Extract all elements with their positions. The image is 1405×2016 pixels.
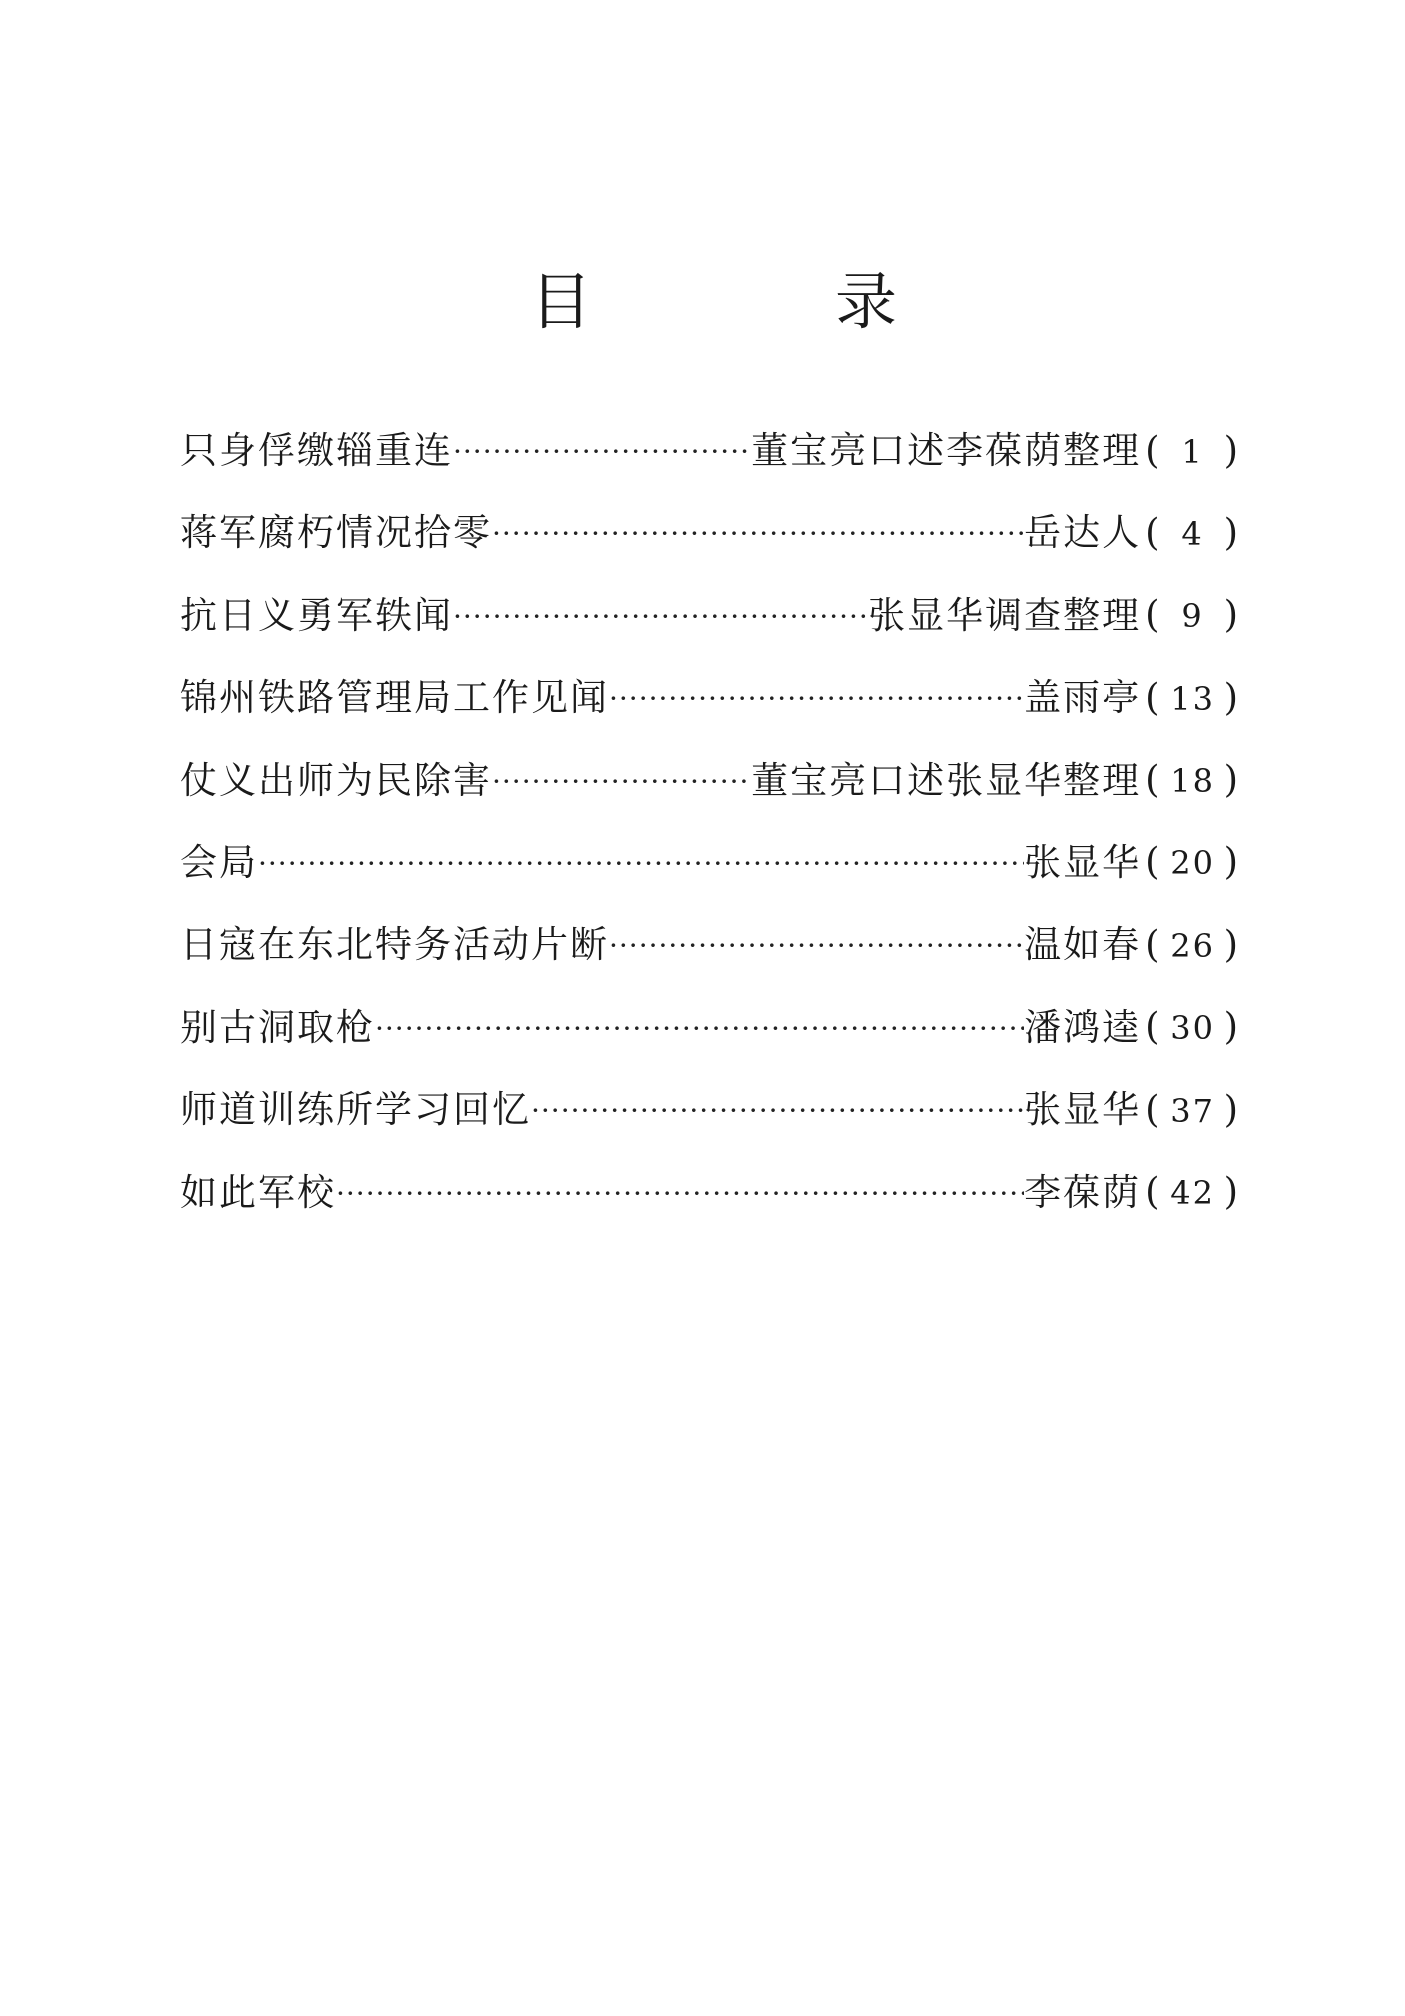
toc-entry[interactable] (180, 752, 1240, 810)
toc-entry-page: ( 42 ) (1145, 1163, 1240, 1222)
toc-leader-dots (609, 669, 1024, 727)
toc-entry-page: ( 18 ) (1145, 751, 1240, 810)
toc-entry-author: 张显华 (1024, 1088, 1142, 1132)
toc-entry-author: 潘鸿逵 (1024, 1005, 1142, 1049)
toc-page-number: 1 (1181, 432, 1204, 471)
toc-entry-page: ( 20 ) (1145, 833, 1240, 892)
toc-leader-dots (336, 1164, 1024, 1222)
toc-page-number: 13 (1170, 679, 1215, 718)
toc-entry-title: 抗日义勇军轶闻 (180, 593, 453, 637)
toc-entry[interactable] (180, 1081, 1240, 1139)
toc-entry-author: 温如春 (1024, 923, 1142, 967)
toc-leader-dots (609, 916, 1024, 974)
toc-entry-author: 盖雨亭 (1024, 676, 1142, 720)
toc-entry-page: ( 9 ) (1145, 586, 1240, 645)
toc-page-number: 26 (1170, 926, 1215, 965)
toc-entry-page: ( 26 ) (1145, 916, 1240, 975)
toc-entry-title: 锦州铁路管理局工作见闻 (180, 676, 609, 720)
toc-entry-author: 董宝亮口述李葆荫整理 (751, 429, 1142, 472)
toc-leader-dots (453, 587, 868, 645)
toc-leader-dots (531, 1081, 1024, 1139)
toc-leader-dots (492, 504, 1024, 562)
toc-entry-page: ( 13 ) (1145, 669, 1240, 728)
toc-entry[interactable] (180, 587, 1240, 645)
toc-page-number: 18 (1170, 762, 1215, 801)
toc-entry-title: 会局 (180, 840, 258, 884)
table-of-contents (180, 422, 1240, 1246)
toc-entry-title: 别古洞取枪 (180, 1005, 375, 1049)
title-char-1: 目 (530, 265, 593, 338)
toc-entry-title: 师道训练所学习回忆 (180, 1088, 531, 1132)
page-title (0, 262, 1405, 342)
toc-page-number: 4 (1181, 514, 1204, 553)
toc-entry-title: 只身俘缴辎重连 (180, 429, 453, 472)
toc-entry[interactable] (180, 999, 1240, 1057)
toc-entry[interactable] (180, 1164, 1240, 1222)
toc-entry-author: 岳达人 (1024, 511, 1142, 555)
toc-leader-dots (453, 422, 751, 480)
toc-page-number: 30 (1170, 1009, 1215, 1048)
toc-entry[interactable] (180, 669, 1240, 727)
toc-entry-title: 如此军校 (180, 1170, 336, 1214)
toc-entry-author: 张显华调查整理 (868, 593, 1142, 637)
toc-leader-dots (492, 752, 751, 810)
toc-entry-title: 蒋军腐朽情况拾零 (180, 511, 492, 555)
toc-entry-page: ( 30 ) (1145, 998, 1240, 1057)
toc-entry[interactable] (180, 834, 1240, 892)
toc-entry-title: 仗义出师为民除害 (180, 758, 492, 802)
toc-entry-author: 李葆荫 (1024, 1170, 1142, 1214)
toc-entry[interactable] (180, 504, 1240, 562)
toc-leader-dots (258, 834, 1024, 892)
title-char-2: 录 (835, 265, 898, 338)
toc-entry-page: ( 1 ) (1145, 422, 1240, 481)
toc-entry-page: ( 4 ) (1145, 504, 1240, 563)
toc-entry-title: 日寇在东北特务活动片断 (180, 923, 609, 967)
toc-page-number: 42 (1170, 1174, 1215, 1213)
toc-entry-author: 董宝亮口述张显华整理 (751, 758, 1142, 802)
toc-entry[interactable] (180, 916, 1240, 974)
toc-page-number: 20 (1170, 844, 1215, 883)
toc-entry[interactable] (180, 422, 1240, 480)
toc-leader-dots (375, 999, 1024, 1057)
toc-page-number: 9 (1181, 597, 1204, 636)
toc-entry-author: 张显华 (1024, 840, 1142, 884)
toc-entry-page: ( 37 ) (1145, 1081, 1240, 1140)
toc-page-number: 37 (1170, 1091, 1215, 1130)
